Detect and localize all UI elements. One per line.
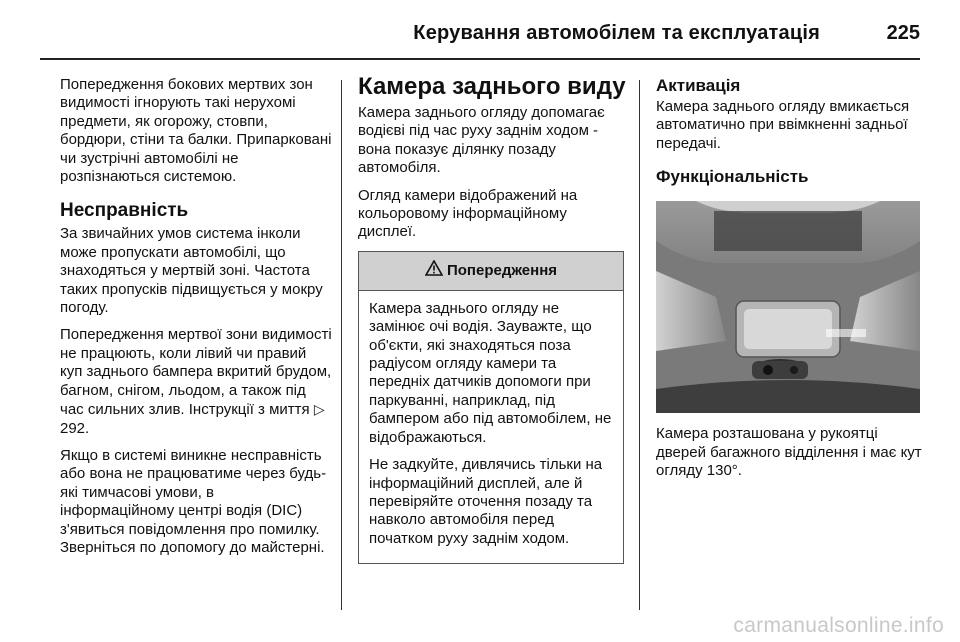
- activation-paragraph: Камера заднього огляду вмикається автоматично при ввімкненні задньої передачі.: [656, 98, 910, 152]
- rear-camera-photo: [656, 201, 920, 413]
- page-reference: 292.: [60, 419, 90, 437]
- fault-heading: Несправність: [60, 200, 189, 222]
- rear-camera-paragraph-1: Камера заднього огляду допомагає водієві під час руху заднім ходом - вона показує ділянку позаду автомобіля.: [358, 104, 605, 177]
- activation-heading: Активація: [656, 76, 741, 95]
- fault-paragraph-2-text: Попередження мертвої зони видимості не працюють, коли лівий чи правий куп заднього бампера вкритий брудом, багном, снігом, льодом, а також під час сильних злив. Інструкції з миття: [60, 326, 332, 419]
- warning-paragraph-2: Не задкуйте, дивлячись тільки на інформаційний дисплей, але й перевіряйте оточення позаду та навколо автомобіля перед початком руху заднім ходом.: [369, 456, 603, 547]
- page-title: Керування автомобілем та експлуатація: [413, 22, 820, 44]
- fault-paragraph-2: [60, 326, 332, 437]
- column-middle: [358, 73, 626, 564]
- column-divider-right: [639, 80, 640, 610]
- camera-caption: Камера розташована у рукоятці дверей багажного відділення і має кут огляду 130°.: [656, 425, 922, 480]
- blindspot-paragraph: Попередження бокових мертвих зон видимості ігнорують такі нерухомі предмети, як огорожу, стовпи, бордюри, стіни та балки. Припарковані чи зустрічні автомобілі не розпізнаються системою.: [60, 76, 332, 186]
- page-number: 225: [886, 22, 920, 44]
- warning-body: [359, 291, 623, 563]
- reference-arrow-icon: ▷: [313, 401, 325, 418]
- column-right: [656, 76, 924, 489]
- warning-header: [359, 252, 623, 291]
- function-heading: Функціональність: [656, 167, 809, 187]
- warning-title: Попередження: [446, 261, 558, 279]
- column-divider-left: [341, 80, 342, 610]
- warning-paragraph-1: Камера заднього огляду не замінює очі водія. Зауважте, що об'єкти, які знаходяться поза радіусом огляду камери та передніх датчиків допомоги при паркуванні, наприклад, під бампером або під автомобілем, не відображаються.: [369, 299, 612, 446]
- warning-triangle-icon: [425, 260, 443, 281]
- warning-box: [358, 251, 624, 564]
- watermark: carmanualsonline.info: [733, 614, 944, 637]
- rear-camera-heading: Камера заднього виду: [358, 73, 626, 100]
- fault-paragraph-1: За звичайних умов система інколи може пропускати автомобілі, що знаходяться у мертвій зоні. Частота таких пропусків підвищується у мокру погоду.: [60, 225, 323, 317]
- column-left: [60, 76, 332, 566]
- fault-paragraph-3: Якщо в системі виникне несправність або вона не працюватиме через будь-які тимчасові умови, в інформаційному центрі водія (DIC) з'явиться повідомлення про помилку. Зверніться по допомогу до майстерні.: [60, 446, 327, 556]
- page-header: [40, 14, 920, 58]
- rear-camera-paragraph-2: Огляд камери відображений на кольоровому інформаційному дисплеї.: [358, 186, 578, 241]
- header-divider: [40, 58, 920, 60]
